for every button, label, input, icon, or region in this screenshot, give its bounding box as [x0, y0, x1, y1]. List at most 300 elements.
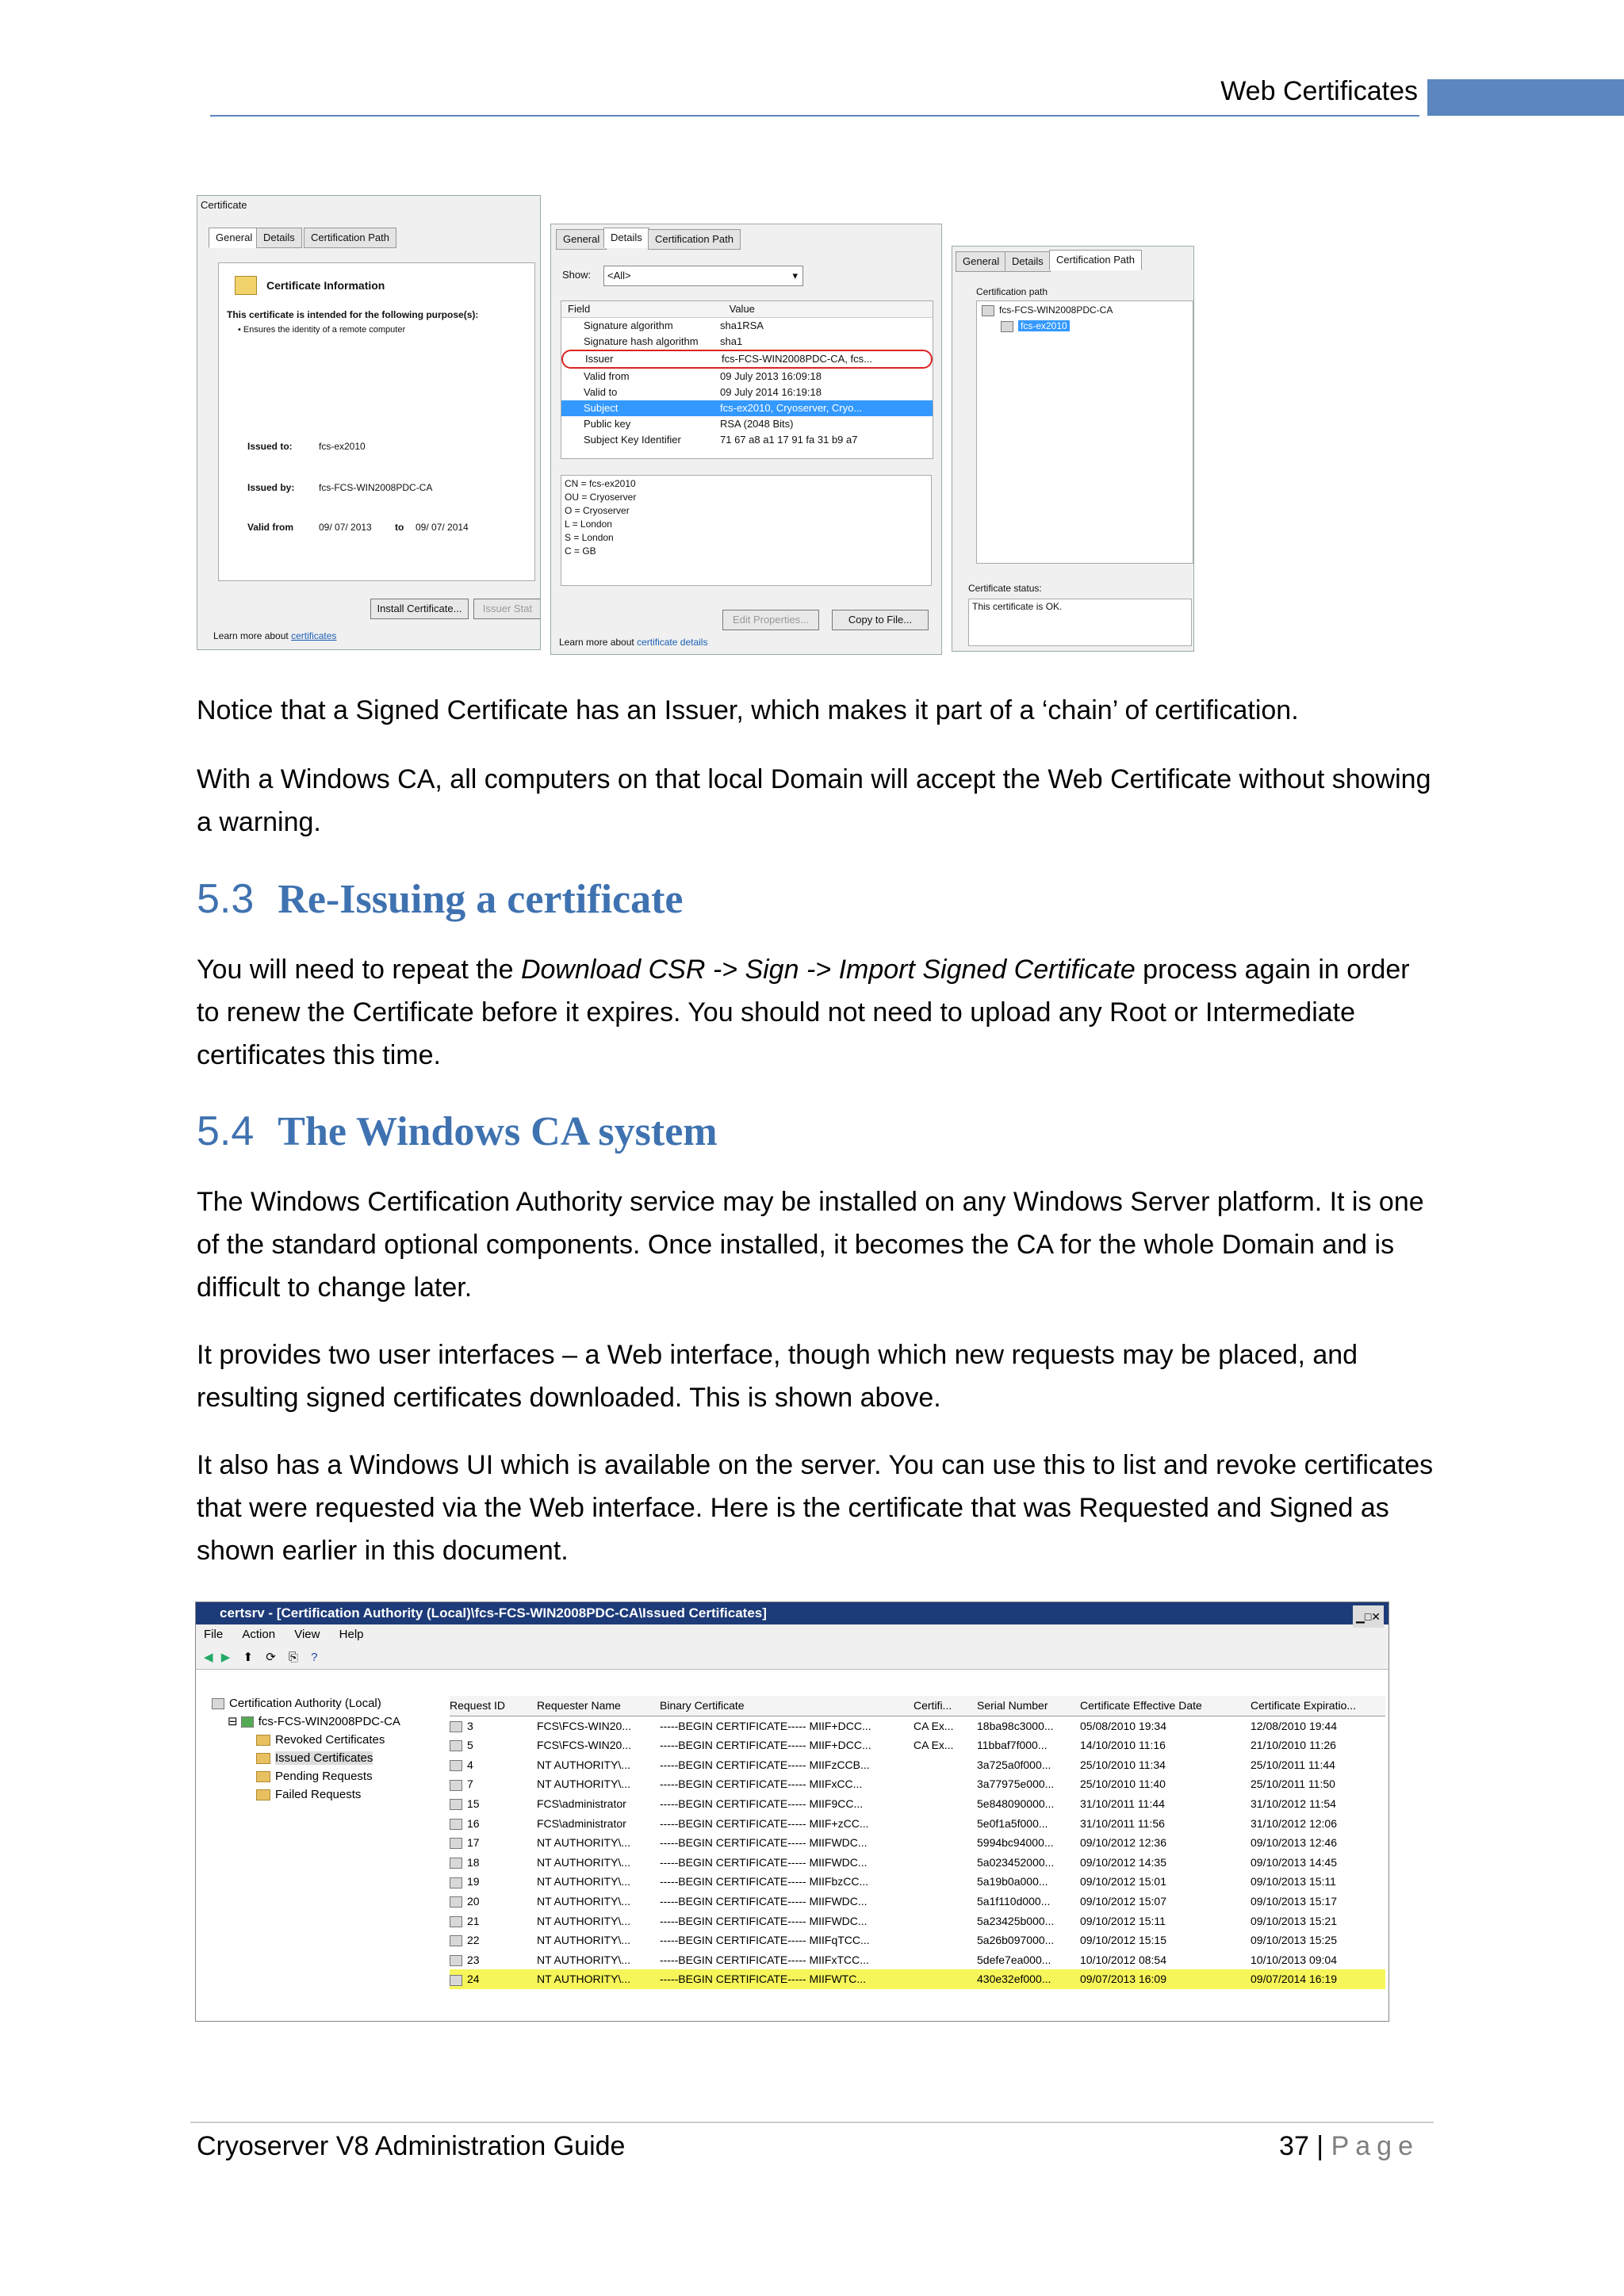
tree-label: Certification Authority (Local)	[229, 1697, 381, 1710]
learn-more-text	[559, 637, 707, 648]
column-header[interactable]: Requester Name	[537, 1699, 621, 1712]
table-cell: 09/10/2012 12:36	[1080, 1836, 1166, 1850]
table-cell: 31/10/2012 12:06	[1251, 1816, 1337, 1830]
table-cell: -----BEGIN CERTIFICATE----- MIIFqTCC...	[660, 1934, 870, 1947]
page-word: Page	[1331, 2131, 1419, 2161]
table-cell: 09/07/2014 16:19	[1251, 1973, 1337, 1986]
column-header[interactable]: Serial Number	[977, 1699, 1048, 1712]
tree-label: Failed Requests	[275, 1788, 362, 1801]
certificate-icon	[982, 305, 994, 316]
table-cell: FCS\administrator	[537, 1797, 626, 1810]
menu-view[interactable]: View	[294, 1628, 320, 1641]
ca-icon	[241, 1716, 254, 1728]
paragraph-emphasis: Download CSR -> Sign -> Import Signed Certificate	[520, 955, 1136, 985]
heading-5-4	[197, 1108, 718, 1155]
certificate-icon	[450, 1955, 462, 1966]
detail-line: O = Cryoserver	[565, 505, 630, 516]
heading-number: 5.4	[197, 1108, 255, 1154]
table-row[interactable]	[450, 1931, 1385, 1950]
table-cell: -----BEGIN CERTIFICATE----- MIIFWDC...	[660, 1855, 868, 1869]
table-cell: -----BEGIN CERTIFICATE----- MIIF9CC...	[660, 1797, 864, 1810]
window-controls[interactable]: ▁□✕	[1353, 1605, 1384, 1628]
field-value: 09 July 2013 16:09:18	[720, 370, 822, 382]
path-root-label: fcs-FCS-WIN2008PDC-CA	[999, 304, 1113, 316]
tree-item-pending[interactable]	[212, 1767, 481, 1785]
table-cell	[914, 1872, 977, 1892]
table-cell: 5a23425b000...	[977, 1914, 1055, 1927]
table-cell: -----BEGIN CERTIFICATE----- MIIFbzCC...	[660, 1875, 869, 1888]
table-cell: 25/10/2011 11:50	[1251, 1777, 1335, 1791]
table-cell: -----BEGIN CERTIFICATE----- MIIFWDC...	[660, 1894, 868, 1908]
tab-certification-path[interactable]: Certification Path	[648, 229, 741, 250]
table-row[interactable]	[450, 1794, 1385, 1814]
table-cell: 5a023452000...	[977, 1855, 1055, 1869]
tree-item-root[interactable]	[212, 1694, 481, 1712]
purpose-line: This certificate is intended for the following purpose(s):	[227, 309, 479, 320]
tab-details[interactable]: Details	[1005, 251, 1051, 272]
table-cell	[914, 1774, 977, 1794]
fields-grid	[561, 301, 933, 448]
field-value: sha1	[720, 335, 743, 347]
table-cell: 25/10/2011 11:44	[1251, 1758, 1335, 1771]
chevron-down-icon: ▾	[792, 270, 798, 281]
table-cell: 14/10/2010 11:16	[1080, 1739, 1166, 1752]
copy-to-file-button[interactable]: Copy to File...	[832, 610, 929, 630]
table-cell: NT AUTHORITY\...	[537, 1777, 630, 1791]
forward-icon[interactable]: ▶	[220, 1651, 231, 1664]
table-cell: NT AUTHORITY\...	[537, 1875, 630, 1888]
request-id-text: 17	[467, 1836, 480, 1850]
header-rule	[210, 115, 1419, 117]
request-id-text: 22	[467, 1934, 480, 1947]
footer-doc-title: Cryoserver V8 Administration Guide	[197, 2131, 626, 2161]
request-id-text: 18	[467, 1855, 480, 1869]
table-cell: 25/10/2010 11:40	[1080, 1777, 1166, 1791]
field-row-subject[interactable]	[561, 400, 933, 416]
certificate-icon	[450, 1916, 462, 1927]
valid-from-label: Valid from	[247, 522, 294, 533]
table-row[interactable]	[450, 1735, 1385, 1755]
paragraph	[197, 1444, 1434, 1572]
issued-to-label: Issued to:	[247, 441, 293, 452]
certificate-icon	[450, 1858, 462, 1869]
table-cell: 09/07/2013 16:09	[1080, 1973, 1166, 1986]
menu-file[interactable]: File	[204, 1628, 224, 1641]
table-cell	[914, 1853, 977, 1873]
paragraph	[197, 689, 1434, 732]
certificate-details-dialog	[550, 224, 942, 655]
window-title	[196, 1602, 1388, 1624]
detail-line: S = London	[565, 532, 614, 543]
tab-general[interactable]: General	[209, 228, 259, 248]
certificate-icon	[450, 1896, 462, 1908]
request-id-cell	[450, 1814, 537, 1834]
page-separator: |	[1308, 2131, 1331, 2161]
tab-details[interactable]: Details	[256, 228, 302, 248]
heading-5-3	[197, 875, 684, 923]
issued-to-value: fcs-ex2010	[319, 441, 366, 452]
certificate-icon	[450, 1721, 462, 1732]
request-id-text: 15	[467, 1797, 480, 1810]
field-row[interactable]	[561, 369, 933, 385]
column-header[interactable]: Certificate Effective Date	[1080, 1699, 1202, 1712]
folder-icon	[256, 1789, 270, 1800]
table-cell	[914, 1911, 977, 1931]
table-cell: 25/10/2010 11:34	[1080, 1758, 1166, 1771]
learn-more-link[interactable]: certificate details	[637, 637, 708, 648]
request-id-cell	[450, 1892, 537, 1911]
table-cell: 5e848090000...	[977, 1797, 1055, 1810]
tree-label: fcs-FCS-WIN2008PDC-CA	[258, 1715, 400, 1728]
field-value: sha1RSA	[720, 320, 764, 331]
refresh-icon[interactable]: ⟳	[266, 1651, 276, 1664]
show-select-value: <All>	[607, 270, 631, 281]
column-header[interactable]: Binary Certificate	[660, 1699, 745, 1712]
col-field: Field	[568, 303, 591, 315]
field-detail-box	[561, 475, 932, 586]
paragraph	[197, 1334, 1434, 1419]
issued-certificates-table	[450, 1696, 1385, 1989]
purpose-item: • Ensures the identity of a remote computer	[238, 325, 406, 335]
table-cell: CA Ex...	[914, 1739, 954, 1752]
field-row[interactable]	[561, 385, 933, 400]
edit-properties-button[interactable]: Edit Properties...	[722, 610, 819, 630]
status-text: This certificate is OK.	[972, 601, 1063, 612]
table-cell: 31/10/2012 11:54	[1251, 1797, 1336, 1810]
table-cell	[914, 1969, 977, 1989]
folder-icon	[256, 1753, 270, 1764]
tab-certification-path[interactable]: Certification Path	[304, 228, 396, 248]
tree-label: Revoked Certificates	[275, 1733, 385, 1747]
table-cell: NT AUTHORITY\...	[537, 1953, 630, 1966]
footer-page	[1189, 2131, 1419, 2162]
table-cell: -----BEGIN CERTIFICATE----- MIIFWDC...	[660, 1914, 868, 1927]
table-cell	[914, 1814, 977, 1834]
table-cell: 09/10/2013 15:11	[1251, 1875, 1336, 1888]
certificate-icon	[1001, 321, 1013, 332]
table-cell: 10/10/2012 08:54	[1080, 1953, 1166, 1966]
table-cell: 5defe7ea000...	[977, 1953, 1051, 1966]
paragraph	[197, 948, 1434, 1077]
heading-title: The Windows CA system	[278, 1109, 718, 1154]
request-id-text: 20	[467, 1894, 480, 1908]
folder-icon	[256, 1735, 270, 1746]
request-id-cell	[450, 1774, 537, 1794]
field-value: 09 July 2014 16:19:18	[720, 386, 822, 398]
table-cell: 5994bc94000...	[977, 1836, 1054, 1850]
ca-icon	[212, 1698, 224, 1709]
table-cell: 09/10/2013 15:25	[1251, 1934, 1337, 1947]
request-id-cell	[450, 1950, 537, 1970]
valid-to-value: 09/ 07/ 2014	[416, 522, 469, 533]
field-row-issuer[interactable]	[561, 350, 933, 369]
heading-title: Re-Issuing a certificate	[278, 877, 684, 922]
table-cell: FCS\administrator	[537, 1816, 626, 1830]
certificate-icon	[450, 1780, 462, 1791]
request-id-cell	[450, 1911, 537, 1931]
table-cell: -----BEGIN CERTIFICATE----- MIIF+DCC...	[660, 1719, 871, 1732]
paragraph-text: You will need to repeat the	[197, 955, 521, 985]
table-cell: 5a26b097000...	[977, 1934, 1055, 1947]
learn-more-link[interactable]: certificates	[291, 630, 337, 641]
tree-item-revoked[interactable]	[212, 1731, 481, 1752]
fields-list[interactable]	[561, 300, 933, 459]
issuer-statement-button[interactable]: Issuer Stat	[473, 599, 541, 619]
table-cell: -----BEGIN CERTIFICATE----- MIIFzCCB...	[660, 1758, 870, 1771]
table-cell: 09/10/2012 15:11	[1080, 1914, 1166, 1927]
table-cell	[914, 1794, 977, 1814]
paragraph-text: With a Windows CA, all computers on that local Domain will accept the Web Certificate without showing a warning.	[197, 764, 1431, 837]
folder-icon	[256, 1771, 270, 1782]
request-id-cell	[450, 1853, 537, 1873]
table-cell: 5a1f110d000...	[977, 1894, 1051, 1908]
table-cell: 31/10/2011 11:56	[1080, 1816, 1165, 1830]
table-row[interactable]	[450, 1814, 1385, 1834]
field-name: Valid to	[584, 386, 618, 398]
table-cell: 05/08/2010 19:34	[1080, 1719, 1166, 1732]
table-row[interactable]	[450, 1892, 1385, 1911]
path-child-label: fcs-ex2010	[1018, 320, 1070, 331]
info-heading: Certificate Information	[266, 279, 385, 292]
up-icon[interactable]: ⬆	[243, 1651, 254, 1664]
table-cell: 10/10/2013 09:04	[1251, 1953, 1337, 1966]
table-cell: CA Ex...	[914, 1719, 954, 1732]
table-cell: NT AUTHORITY\...	[537, 1855, 630, 1869]
field-name: Signature hash algorithm	[584, 335, 699, 347]
certificate-icon	[235, 276, 257, 295]
table-cell: NT AUTHORITY\...	[537, 1934, 630, 1947]
table-row[interactable]	[450, 1950, 1385, 1970]
field-name: Subject Key Identifier	[584, 434, 681, 446]
issued-by-label: Issued by:	[247, 482, 295, 493]
tab-details[interactable]: Details	[603, 228, 649, 248]
dialog-title: Certificate	[201, 199, 247, 211]
path-child[interactable]	[1001, 320, 1070, 332]
export-icon[interactable]: ⎘	[288, 1651, 298, 1664]
table-cell: 31/10/2011 11:44	[1080, 1797, 1165, 1810]
paragraph-text: Notice that a Signed Certificate has an Issuer, which makes it part of a ‘chain’ of certification.	[197, 695, 1299, 725]
table-cell: 09/10/2013 14:45	[1251, 1855, 1337, 1869]
certificate-icon	[450, 1799, 462, 1810]
table-cell: NT AUTHORITY\...	[537, 1894, 630, 1908]
paragraph	[197, 758, 1434, 844]
table-cell: NT AUTHORITY\...	[537, 1914, 630, 1927]
table-cell: 430e32ef000...	[977, 1973, 1051, 1986]
tree-item-issued[interactable]	[212, 1749, 481, 1767]
certificate-icon	[450, 1838, 462, 1849]
expand-icon[interactable]: ⊟	[228, 1715, 241, 1728]
field-value: fcs-FCS-WIN2008PDC-CA, fcs...	[722, 353, 872, 365]
request-id-text: 16	[467, 1816, 480, 1830]
table-cell: 09/10/2012 15:15	[1080, 1934, 1166, 1947]
table-cell: -----BEGIN CERTIFICATE----- MIIF+DCC...	[660, 1739, 871, 1752]
paragraph	[197, 1181, 1434, 1309]
console-tree	[212, 1694, 481, 1804]
field-name: Subject	[584, 402, 619, 414]
certificate-icon	[450, 1877, 462, 1888]
menu-help[interactable]: Help	[339, 1628, 364, 1641]
fields-header	[561, 301, 933, 318]
issued-by-value: fcs-FCS-WIN2008PDC-CA	[319, 482, 433, 493]
table-cell: 12/08/2010 19:44	[1251, 1719, 1337, 1732]
table-cell: 11bbaf7f000...	[977, 1739, 1048, 1752]
page-number: 37	[1279, 2131, 1309, 2161]
detail-line: CN = fcs-ex2010	[565, 478, 636, 489]
field-value: 71 67 a8 a1 17 91 fa 31 b9 a7	[720, 434, 858, 446]
status-box	[968, 599, 1192, 646]
table-row[interactable]	[450, 1833, 1385, 1853]
learn-more-prefix: Learn more about	[559, 637, 634, 648]
col-value: Value	[729, 303, 755, 315]
table-cell: 09/10/2012 15:01	[1080, 1875, 1166, 1888]
table-cell: NT AUTHORITY\...	[537, 1973, 630, 1986]
to-label: to	[395, 522, 404, 533]
paragraph-text: process again in order to renew the Certificate before it expires. You should not need to upload any Root or Intermediate certificates this time.	[197, 955, 1410, 1070]
table-cell	[914, 1833, 977, 1853]
table-cell	[914, 1931, 977, 1950]
toolbar	[196, 1645, 1388, 1670]
field-row[interactable]	[561, 432, 933, 448]
learn-more-text	[213, 630, 336, 641]
column-header[interactable]: Certifi...	[914, 1699, 952, 1712]
request-id-text: 19	[467, 1875, 480, 1888]
path-label: Certification path	[976, 286, 1048, 297]
table-row[interactable]	[450, 1969, 1385, 1989]
tree-item-failed[interactable]	[212, 1785, 481, 1804]
field-value: RSA (2048 Bits)	[720, 418, 794, 430]
path-root[interactable]	[982, 304, 1113, 316]
tab-general[interactable]: General	[956, 251, 1006, 272]
detail-line: L = London	[565, 519, 612, 530]
show-select[interactable]	[603, 266, 803, 286]
table-cell: 09/10/2013 12:46	[1251, 1836, 1337, 1850]
field-name: Issuer	[585, 353, 614, 365]
field-row[interactable]	[561, 318, 933, 334]
valid-from-value: 09/ 07/ 2013	[319, 522, 372, 533]
general-pane	[218, 262, 535, 581]
request-id-cell	[450, 1794, 537, 1814]
detail-line: C = GB	[565, 545, 596, 557]
table-cell: 3a725a0f000...	[977, 1758, 1051, 1771]
table-cell: 09/10/2013 15:21	[1251, 1914, 1337, 1927]
table-cell	[914, 1950, 977, 1970]
status-label: Certificate status:	[968, 583, 1042, 594]
request-id-text: 21	[467, 1914, 480, 1927]
header-title: Web Certificates	[1220, 76, 1418, 106]
request-id-text: 5	[467, 1739, 473, 1752]
table-row[interactable]	[450, 1872, 1385, 1892]
table-cell: 09/10/2012 14:35	[1080, 1855, 1166, 1869]
table-cell: 5a19b0a000...	[977, 1875, 1048, 1888]
table-cell: -----BEGIN CERTIFICATE----- MIIFxCC...	[660, 1777, 863, 1791]
column-header[interactable]: Request ID	[450, 1699, 506, 1712]
certificate-icon	[450, 1740, 462, 1751]
certificate-path-dialog	[952, 246, 1194, 652]
install-certificate-button[interactable]: Install Certificate...	[370, 599, 469, 619]
paragraph-text: It also has a Windows UI which is available on the server. You can use this to list and revoke certificates that were requested via the Web interface. Here is the certificate that was Requested and Signed as shown earlier in this document.	[197, 1450, 1434, 1566]
table-cell: FCS\FCS-WIN20...	[537, 1739, 632, 1752]
tab-certification-path[interactable]: Certification Path	[1049, 250, 1142, 270]
header-accent-block	[1427, 79, 1624, 116]
path-tree[interactable]	[976, 300, 1193, 564]
request-id-cell	[450, 1755, 537, 1775]
request-id-text: 4	[467, 1758, 473, 1771]
footer-rule	[190, 2122, 1434, 2123]
menu-action[interactable]: Action	[242, 1628, 276, 1641]
paragraph-text: It provides two user interfaces – a Web interface, though which new requests may be placed, and resulting signed certificates downloaded. This is shown above.	[197, 1340, 1358, 1413]
show-label: Show:	[562, 269, 592, 281]
menu-bar	[196, 1624, 1388, 1645]
table-row[interactable]	[450, 1853, 1385, 1873]
table-cell	[914, 1755, 977, 1775]
window-title-text: certsrv - [Certification Authority (Local)\fcs-FCS-WIN2008PDC-CA\Issued Certificates]	[220, 1605, 767, 1621]
certificate-icon	[450, 1760, 462, 1771]
tree-label: Pending Requests	[275, 1770, 373, 1783]
table-row[interactable]	[450, 1755, 1385, 1775]
table-cell: -----BEGIN CERTIFICATE----- MIIFWTC...	[660, 1973, 866, 1986]
table-cell: NT AUTHORITY\...	[537, 1758, 630, 1771]
field-name: Signature algorithm	[584, 320, 673, 331]
table-row[interactable]	[450, 1911, 1385, 1931]
request-id-cell	[450, 1931, 537, 1950]
table-cell: -----BEGIN CERTIFICATE----- MIIFWDC...	[660, 1836, 868, 1850]
tree-label: Issued Certificates	[275, 1751, 373, 1765]
table-cell: -----BEGIN CERTIFICATE----- MIIFxTCC...	[660, 1953, 869, 1966]
request-id-cell	[450, 1716, 537, 1736]
column-header[interactable]: Certificate Expiratio...	[1251, 1699, 1357, 1712]
table-cell: 21/10/2010 11:26	[1251, 1739, 1336, 1752]
field-value: fcs-ex2010, Cryoserver, Cryo...	[720, 402, 863, 414]
certificate-icon	[450, 1819, 462, 1830]
table-cell: 3a77975e000...	[977, 1777, 1055, 1791]
request-id-text: 3	[467, 1719, 473, 1732]
paragraph-text: The Windows Certification Authority service may be installed on any Windows Server platform. It is one of the standard optional components. Once installed, it becomes the CA for the whole Domain and is difficult to change later.	[197, 1187, 1424, 1303]
tab-general[interactable]: General	[556, 229, 607, 250]
request-id-cell	[450, 1833, 537, 1853]
help-icon[interactable]: ?	[311, 1651, 318, 1664]
field-row[interactable]	[561, 416, 933, 432]
request-id-text: 23	[467, 1953, 480, 1966]
learn-more-prefix: Learn more about	[213, 630, 289, 641]
detail-line: OU = Cryoserver	[565, 492, 637, 503]
certificate-icon	[450, 1975, 462, 1986]
back-icon[interactable]: ◀	[204, 1651, 213, 1664]
table-header	[450, 1696, 1385, 1716]
field-row[interactable]	[561, 334, 933, 350]
table-cell: 5e0f1a5f000...	[977, 1816, 1048, 1830]
table-cell: FCS\FCS-WIN20...	[537, 1719, 632, 1732]
table-row[interactable]	[450, 1716, 1385, 1736]
table-cell	[914, 1892, 977, 1911]
request-id-cell	[450, 1735, 537, 1755]
certificate-icon	[450, 1935, 462, 1946]
certsrv-window	[195, 1601, 1389, 2022]
request-id-text: 24	[467, 1973, 480, 1986]
table-row[interactable]	[450, 1774, 1385, 1794]
field-name: Public key	[584, 418, 631, 430]
table-cell: 18ba98c3000...	[977, 1719, 1054, 1732]
table-cell: 09/10/2013 15:17	[1251, 1894, 1337, 1908]
field-name: Valid from	[584, 370, 630, 382]
certificate-general-dialog	[197, 195, 541, 650]
request-id-cell	[450, 1872, 537, 1892]
tree-item-ca[interactable]	[212, 1712, 481, 1731]
heading-number: 5.3	[197, 876, 255, 922]
table-cell: -----BEGIN CERTIFICATE----- MIIF+zCC...	[660, 1816, 869, 1830]
table-cell: 09/10/2012 15:07	[1080, 1894, 1166, 1908]
request-id-cell	[450, 1969, 537, 1989]
request-id-text: 7	[467, 1777, 473, 1791]
